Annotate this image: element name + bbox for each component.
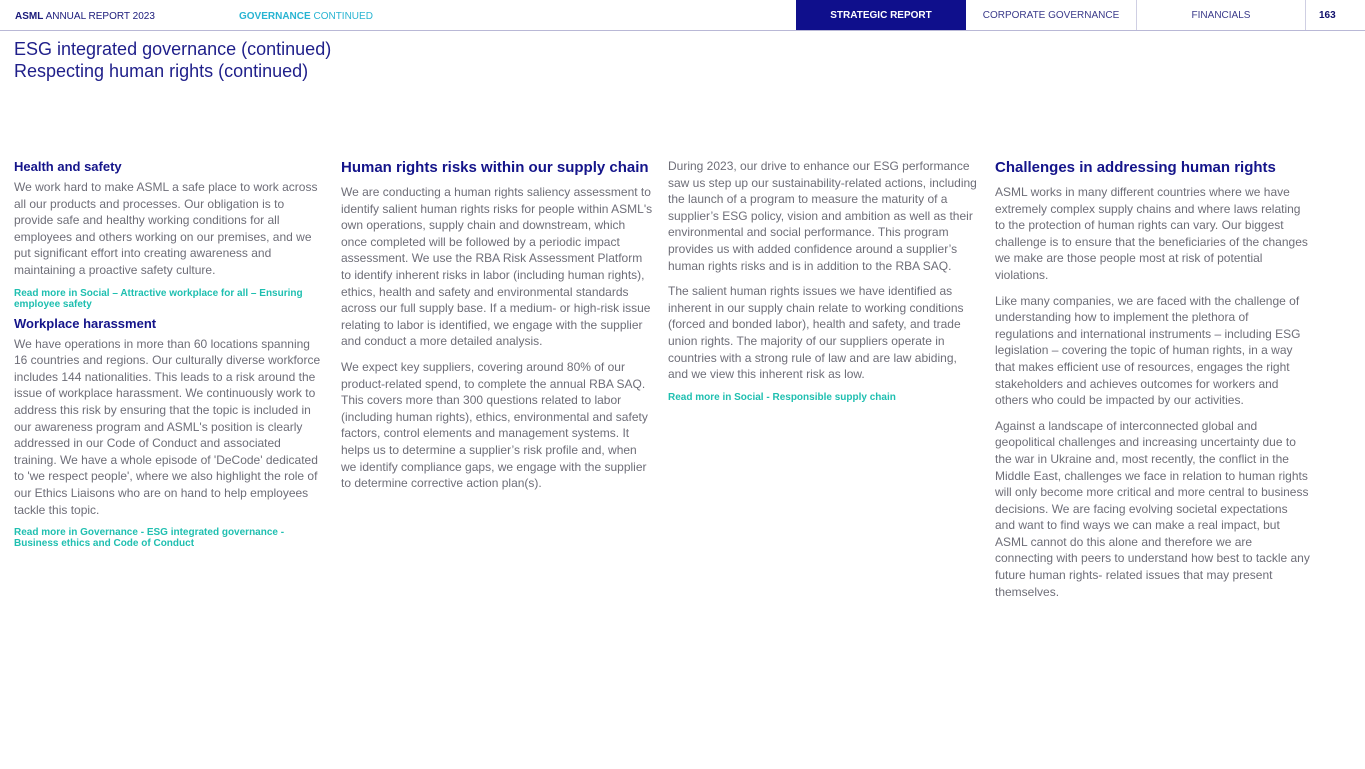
esg-performance-paragraph: During 2023, our drive to enhance our ESG performance saw us step up our sustainability-related actions, including the launch of a program to measure the maturity of a supplier’s ESG policy, vision and ambition as well as their environmental and social performance. This program provides us with added confidence around a supplier’s human rights risks and is in addition to the RBA SAQ. — [668, 159, 977, 273]
column-1 — [14, 158, 324, 554]
health-and-safety-text: We work hard to make ASML a safe place to work across all our products and processes. Our obligation is to provide safe and healthy working conditions for all employees and others working on our premises, and we put significant effort into creating awareness and maintaining a proactive safety culture. — [14, 180, 318, 277]
report-brand — [15, 11, 155, 22]
page-number: 163 — [1319, 9, 1336, 21]
top-bar — [0, 0, 1365, 31]
section-label — [239, 11, 373, 22]
challenges-paragraph-2: Like many companies, we are faced with the challenge of understanding how to implement the plethora of regulations and international instruments – including ESG legislation – covering the topic of human rights, in a way that makes efficient use of resources, engages the right stakeholders and achieves outcomes for workers and others who could be impacted by our activities. — [995, 293, 1301, 408]
heading-health-and-safety: Health and safety — [14, 159, 122, 174]
section-suffix: CONTINUED — [310, 11, 373, 22]
page-title-line-2: Respecting human rights (continued) — [14, 61, 309, 81]
challenges-paragraph-3: Against a landscape of interconnected global and geopolitical challenges and increasing uncertainty due to the war in Ukraine and, most recently, the conflict in the Middle East, challenges we face in relation to human rights will only become more critical and more central to business decisions. We are facing evolving societal expectations and want to find ways we can make a real impact, but ASML cannot do this alone and therefore we are connecting with peers to understand how best to tackle any future human rights- related issues that may present themselves. — [995, 418, 1310, 599]
column-3 — [668, 158, 980, 408]
column-2 — [341, 158, 653, 501]
page-title-line-1: ESG integrated governance (continued) — [14, 39, 332, 59]
brand-name: ASML — [15, 11, 44, 22]
challenges-paragraph-1: ASML works in many different countries where we have extremely complex supply chains and where laws relating to the protection of human rights can vary. Our biggest challenge is to ensure that the beneficiaries of the changes we make are those people most at risk of potential violations. — [995, 185, 1308, 282]
column-4 — [995, 158, 1310, 609]
nav-tab-strategic-report[interactable]: STRATEGIC REPORT — [796, 0, 966, 30]
salient-issues-paragraph: The salient human rights issues we have identified as inherent in our supply chain relate to working conditions (forced and bonded labor), health and safety, and trade union rights. The majority of our suppliers operate in countries with a strong rule of law and are law abiding, and we view this inherent risk as low. — [668, 284, 964, 382]
nav-tab-corporate-governance[interactable]: CORPORATE GOVERNANCE — [966, 0, 1137, 30]
supply-chain-paragraph-1: We are conducting a human rights saliency assessment to identify salient human rights risks for people within ASML's own operations, supply chain and downstream, which once completed will be followed by a periodic impact assessment. We use the RBA Risk Assessment Platform to identify inherent risks in labor (including human rights), ethics, health and safety and environmental standards across our full supply base. If a medium- or high-risk issue relating to labor is identified, we engage with the supplier and conduct a more detailed analysis. — [341, 185, 653, 349]
read-more-link-responsible-supply-chain[interactable]: Read more in Social - Responsible supply chain — [668, 391, 896, 403]
workplace-harassment-text: We have operations in more than 60 locations spanning 16 countries and regions. Our culturally diverse workforce includes 144 nationalities. This leads to a risk around the issue of workplace harassment. We continuously work to address this risk by ensuring that the topic is included in our awareness program and ASML's position is clearly addressed in our Code of Conduct and associated training. We have a whole episode of 'DeCode' dedicated to 'we respect people', where we also highlight the role of our Ethics Liaisons who are on hand to help employees tackle this topic. — [14, 336, 321, 517]
page-title — [14, 38, 331, 82]
heading-workplace-harassment: Workplace harassment — [14, 315, 157, 331]
section-name: GOVERNANCE — [239, 11, 311, 22]
read-more-link-employee-safety[interactable]: Read more in Social – Attractive workplace for all – Ensuring employee safety — [14, 287, 303, 310]
read-more-link-business-ethics[interactable]: Read more in Governance - ESG integrated governance - Business ethics and Code of Conduct — [14, 527, 285, 550]
nav-tab-financials[interactable]: FINANCIALS — [1137, 0, 1306, 30]
supply-chain-paragraph-2: We expect key suppliers, covering around 80% of our product-related spend, to complete the annual RBA SAQ. This covers more than 300 questions related to labor (including human rights), ethics, environmental and safety factors, control elements and management systems. It helps us to determine a supplier’s risk profile and, when we identify compliance gaps, we engage with the supplier to determine corrective action plan(s). — [341, 359, 648, 491]
heading-supply-chain-risks: Human rights risks within our supply chain — [341, 159, 649, 176]
heading-challenges: Challenges in addressing human rights — [995, 159, 1276, 176]
report-name: ANNUAL REPORT 2023 — [43, 11, 155, 22]
